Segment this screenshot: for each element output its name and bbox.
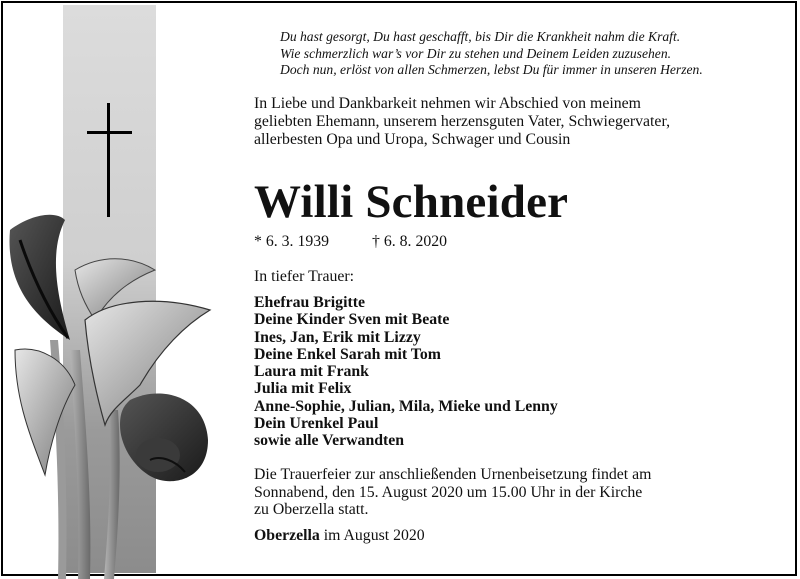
closing-date: im August 2020 bbox=[319, 527, 425, 544]
cross-icon-bar bbox=[87, 131, 132, 134]
service-line: Sonnabend, den 15. August 2020 um 15.00 Uhr in der Kirche bbox=[254, 483, 643, 501]
family-entry: Ehefrau Brigitte bbox=[254, 294, 365, 311]
family-entry: Ines, Jan, Erik mit Lizzy bbox=[254, 328, 421, 346]
intro-text bbox=[254, 95, 774, 150]
family-entry: Laura mit Frank bbox=[254, 363, 369, 381]
service-line: Die Trauerfeier zur anschließenden Urnenbeisetzung findet am bbox=[254, 466, 652, 483]
poem-line: Wie schmerzlich war’s vor Dir zu stehen und Deinem Leiden zuzusehen. bbox=[280, 45, 672, 61]
family-entry: sowie alle Verwandten bbox=[254, 432, 405, 450]
deceased-name: Willi Schneider bbox=[254, 176, 569, 228]
family-entry: Anne-Sophie, Julian, Mila, Mieke und Lenny bbox=[254, 397, 558, 415]
intro-line: allerbesten Opa und Uropa, Schwager und Cousin bbox=[254, 131, 571, 149]
family-entry: Dein Urenkel Paul bbox=[254, 415, 379, 433]
service-line: zu Oberzella statt. bbox=[254, 501, 369, 518]
family-entry: Deine Kinder Sven mit Beate bbox=[254, 311, 450, 329]
family-entry: Julia mit Felix bbox=[254, 380, 352, 398]
poem-line: Doch nun, erlöst von allen Schmerzen, lebst Du für immer in unseren Herzen. bbox=[280, 62, 703, 77]
intro-line: In Liebe und Dankbarkeit nehmen wir Abschied von meinem bbox=[254, 95, 641, 112]
mourning-heading: In tiefer Trauer: bbox=[254, 268, 355, 285]
death-date: † 6. 8. 2020 bbox=[372, 233, 448, 250]
intro-line: geliebten Ehemann, unserem herzensguten Vater, Schwiegervater, bbox=[254, 113, 671, 131]
family-entry: Deine Enkel Sarah mit Tom bbox=[254, 345, 441, 363]
service-info bbox=[254, 466, 774, 519]
calla-lily-icon bbox=[0, 210, 215, 579]
family-list bbox=[254, 294, 558, 450]
poem bbox=[280, 29, 780, 79]
birth-date: * 6. 3. 1939 bbox=[254, 233, 330, 250]
closing-line bbox=[254, 527, 425, 545]
poem-line: Du hast gesorgt, Du hast geschafft, bis Dir die Krankheit nahm die Kraft. bbox=[280, 29, 681, 44]
closing-place: Oberzella bbox=[254, 527, 320, 544]
life-dates bbox=[254, 233, 447, 251]
cross-icon bbox=[107, 103, 110, 217]
